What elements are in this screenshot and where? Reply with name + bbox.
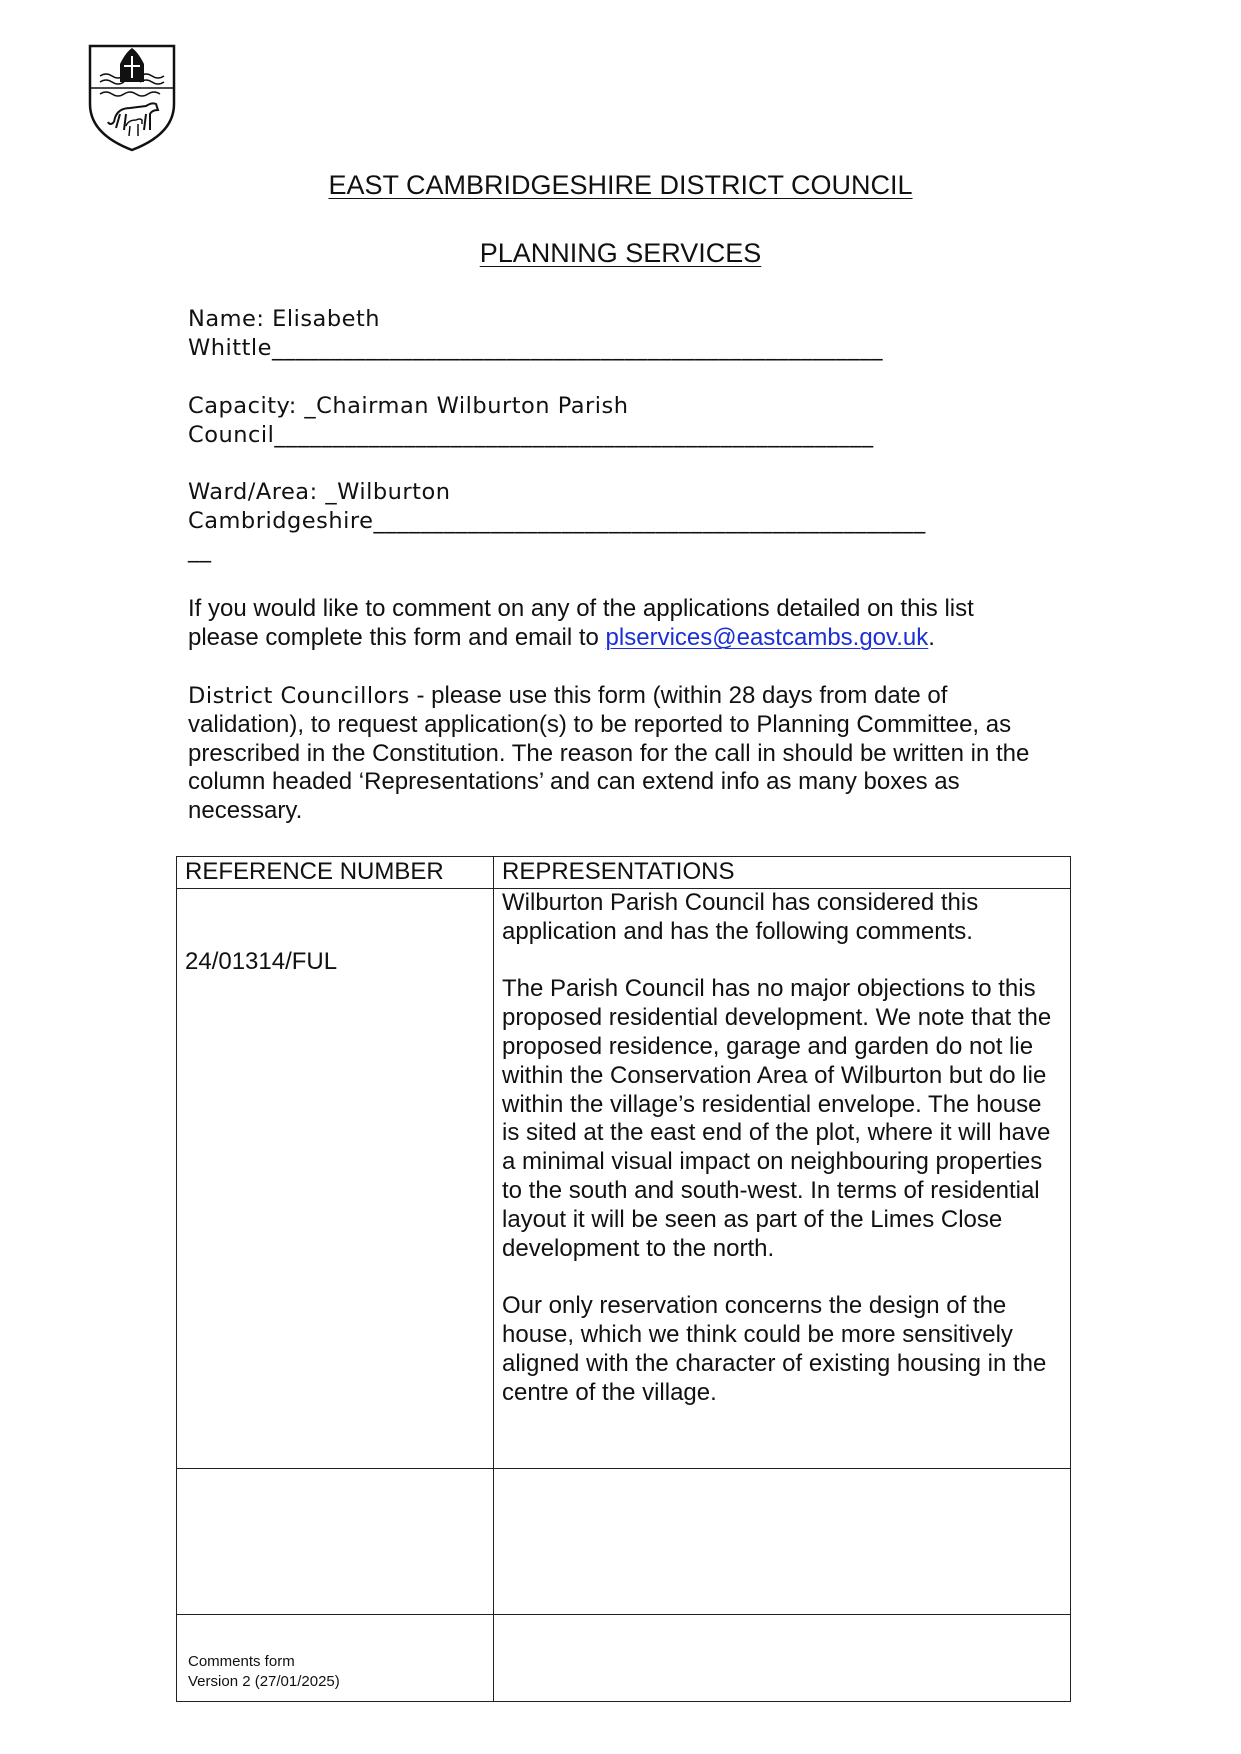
page-footer [188,1652,340,1692]
comment-instructions [188,595,1068,653]
footer-form-name: Comments form [188,1653,295,1670]
instructions-line-2-prefix: please complete this form and email to [188,623,606,651]
name-line-1: Name: Elisabeth [188,306,381,332]
table-row-empty [177,1469,1071,1615]
representation-paragraph: The Parish Council has no major objections to this proposed residential development. We note that the proposed residence, garage and garden do not lie within the Conservation Area of Wilburton but do lie within the village’s residential envelope. The house is sited at the east end of the plot, where it will have a minimal visual impact on neighbouring properties to the south and south-west. In terms of residential layout it will be seen as part of the Limes Close development to the north. [502,975,1052,1262]
councillors-lead: District Councillors [188,683,410,709]
name-line-2: Whittle____________________________________________________ [188,335,883,361]
instructions-line-1: If you would like to comment on any of the applications detailed on this list [188,595,974,622]
council-crest-logo [86,42,178,154]
representations-table [176,856,1071,1702]
capacity-field [188,392,1068,450]
representations-cell [494,889,1071,1469]
email-link[interactable]: plservices@eastcambs.gov.uk [605,623,929,651]
representation-paragraph: Our only reservation concerns the design of the house, which we think could be more sensitively aligned with the character of existing housing in the centre of the village. [502,1292,1047,1406]
ward-line-1: Ward/Area: _Wilburton [188,479,451,505]
council-title: EAST CAMBRIDGESHIRE DISTRICT COUNCIL [328,170,913,200]
ward-line-2: Cambridgeshire_______________________________________________ [188,508,926,534]
instructions-line-2-suffix: . [928,623,935,651]
representation-paragraph: Wilburton Parish Council has considered this application and has the following comments. [502,889,979,945]
ward-line-3: __ [188,537,212,563]
representations-header: REPRESENTATIONS [494,857,1071,889]
footer-version: Version 2 (27/01/2025) [188,1673,340,1690]
councillors-text: - please use this form (within 28 days from date of validation), to request application(s) to be reported to Planning Committee, as prescribed in the Constitution. The reason for the call in should be written in the column headed ‘Representations’ and can extend info as many boxes as necessary. [188,682,1030,825]
reference-number-header: REFERENCE NUMBER [177,857,494,889]
department-title: PLANNING SERVICES [479,238,762,268]
table-header-row [177,857,1071,889]
ward-area-field [188,478,1068,565]
councillors-instructions [188,682,1068,826]
name-field [188,305,1068,363]
reference-number-cell: 24/01314/FUL [177,889,494,1469]
capacity-line-2: Council___________________________________________________ [188,422,874,448]
reference-number-cell-empty[interactable] [177,1469,494,1615]
representations-cell-empty[interactable] [494,1615,1071,1702]
representations-cell-empty[interactable] [494,1469,1071,1615]
table-row [177,889,1071,1469]
capacity-line-1: Capacity: _Chairman Wilburton Parish [188,393,629,419]
